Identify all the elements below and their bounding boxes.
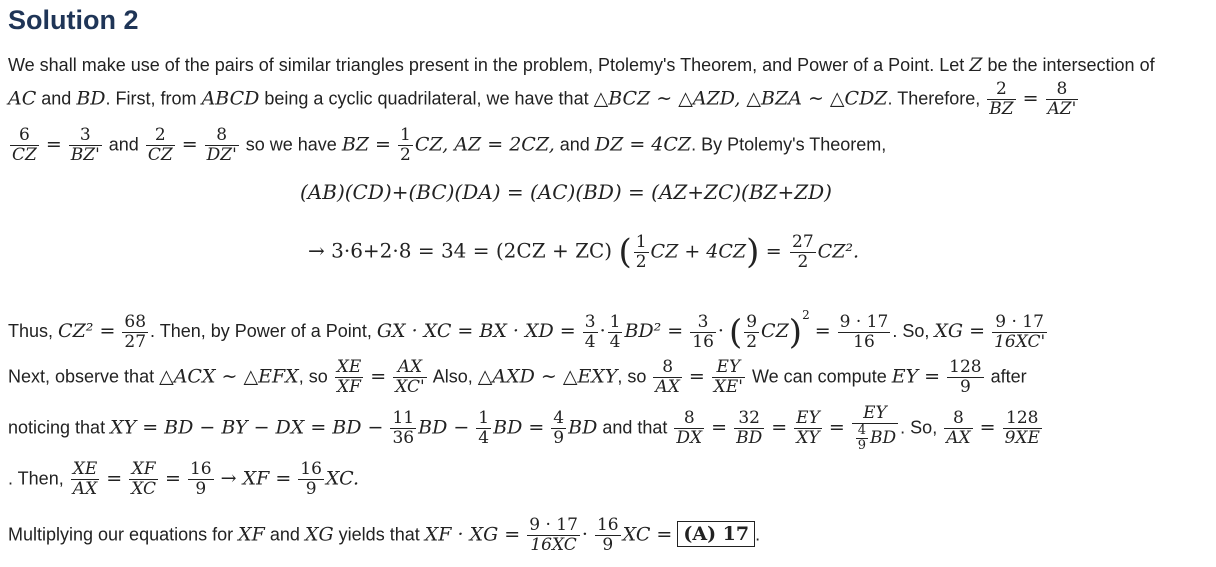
- fraction: $\frac{AX}{XC'}$: [395, 357, 425, 397]
- text: . Then,: [8, 468, 64, 489]
- math: DZ = 4CZ: [594, 133, 692, 156]
- fraction: $\frac{16}{9}$: [596, 515, 619, 555]
- fraction: $\frac{8}{DZ'}$: [206, 125, 237, 165]
- text: , so: [617, 366, 647, 387]
- paragraph-line-1: [8, 54, 1155, 76]
- text: and that: [602, 417, 668, 438]
- text: Next, observe that: [8, 366, 155, 387]
- fraction: $\frac{16}{9}$: [300, 459, 322, 499]
- fraction: $\frac{9 \cdot 17}{16XC'}$: [994, 311, 1046, 352]
- display-equation-2: → 3·6+2·8 = 34 = (2CZ + ZC) ( $\frac{1}{2}$ CZ + 4CZ) = $\frac{27}{2}$ CZ².: [308, 231, 860, 272]
- math: XY = BD − BY − DX = BD −: [110, 416, 384, 439]
- math: XF · XG =: [424, 523, 521, 546]
- text: We can compute: [751, 366, 887, 387]
- fraction: $\frac{11}{36}$: [392, 408, 415, 448]
- text: , so: [298, 366, 328, 387]
- fraction: $\frac{XE}{XF}$: [336, 357, 362, 397]
- fraction: $\frac{128}{9}$: [949, 357, 982, 397]
- math: XF: [238, 523, 265, 546]
- text: . So,: [900, 417, 938, 438]
- paragraph-line-8: Multiplying our equations for XF and XG yields that XF · XG = $\frac{9 \cdot 17}{16XC}$ · $\frac{16}{9}$ XC = (A) 17 .: [8, 515, 761, 555]
- math: XG: [304, 523, 334, 546]
- fraction: $\frac{XE}{AX}$: [72, 459, 98, 499]
- paragraph-line-3: $\frac{6}{CZ}$ = $\frac{3}{BZ'}$ and $\frac{2}{CZ}$ = $\frac{8}{DZ'}$ so we have BZ = $\frac{1}{2}$ CZ, AZ = 2CZ, and DZ = 4CZ. By Ptolemy's Theorem,: [12, 125, 887, 165]
- math-bd: BD: [76, 87, 106, 110]
- fraction: EY $\frac{4}{9}$ BD: [852, 404, 898, 453]
- text: . First, from: [105, 88, 197, 109]
- fraction: $\frac{2}{CZ}$: [147, 125, 173, 165]
- math: EY =: [891, 365, 941, 388]
- fraction: $\frac{6}{CZ}$: [12, 125, 37, 165]
- math: → XF =: [220, 467, 292, 490]
- math: GX · XC = BX · XD =: [376, 320, 576, 342]
- paragraph-line-7: . Then, $\frac{XE}{AX}$ = $\frac{XF}{XC}$ = $\frac{16}{9}$ → XF = $\frac{16}{9}$ XC.: [8, 459, 360, 499]
- fraction: $\frac{EY}{XE'}$: [713, 357, 743, 397]
- paragraph-line-2: [8, 80, 1080, 124]
- fraction: $\frac{3}{BZ'}$: [70, 125, 100, 165]
- paragraph-line-6: noticing that XY = BD − BY − DX = BD − $\frac{11}{36}$ BD − $\frac{1}{4}$ BD = $\frac{4}{9}$ BD and that $\frac{8}{DX}$ = $\frac{32}{BD}$ = $\frac{EY}{XY}$ = EY $\frac{4}{9}$ BD . So, $\frac{8}{AX}$ = $\frac{128}{9XE}$: [8, 403, 1040, 453]
- math-ac: AC: [8, 87, 37, 110]
- text: and: [559, 134, 590, 155]
- text: . Therefore,: [887, 88, 981, 109]
- text: yields that: [338, 524, 420, 545]
- text: Thus,: [8, 321, 54, 341]
- fraction: $\frac{9}{2}$: [746, 311, 758, 352]
- fraction: $\frac{9 \cdot 17}{16}$: [839, 311, 889, 352]
- paragraph-line-4: Thus, CZ² = $\frac{68}{27}$ . Then, by Power of a Point, GX · XC = BX · XD = $\frac{3}{4}$ · $\frac{1}{4}$ BD² = $\frac{3}{16}$ · ( $\frac{9}{2}$ CZ)$^2$ = $\frac{9 \cdot 17}{16}$ . So, XG = $\frac{9 \cdot 17}{16XC'}$: [8, 308, 1046, 353]
- math-z: Z: [969, 54, 983, 76]
- fraction: $\frac{8}{AX}$: [655, 357, 680, 397]
- fraction: $\frac{128}{9XE}$: [1004, 408, 1040, 448]
- text: . By Ptolemy's Theorem,: [691, 134, 887, 155]
- fraction: $\frac{16}{9}$: [189, 459, 212, 499]
- fraction: $\frac{1}{4}$: [478, 408, 490, 448]
- math: △AXD ∼ △EXY: [477, 365, 618, 388]
- solution-heading: Solution 2: [8, 5, 139, 35]
- fraction: $\frac{32}{BD}$: [736, 408, 763, 448]
- text: noticing that: [8, 417, 106, 438]
- math-similarity: △BCZ ∼ △AZD, △BZA ∼ △CDZ: [593, 87, 888, 110]
- math-abcd: ABCD: [201, 87, 260, 110]
- fraction: $\frac{4}{9}$: [553, 408, 565, 448]
- text: so we have: [245, 134, 337, 155]
- text: . Then, by Power of a Point,: [150, 321, 372, 341]
- math: CZ² =: [58, 320, 116, 342]
- fraction: $\frac{3}{16}$: [692, 311, 714, 352]
- text: and: [41, 88, 72, 109]
- math: BZ =: [341, 133, 391, 156]
- text: . So,: [892, 321, 930, 341]
- answer-box: (A) 17: [677, 521, 755, 547]
- fraction: $\frac{1}{2}$: [399, 125, 411, 165]
- text: and: [108, 134, 139, 155]
- display-equation-1: (AB)(CD)+(BC)(DA) = (AC)(BD) = (AZ+ZC)(BZ+ZD): [300, 180, 832, 204]
- fraction: $\frac{2}{BZ}$: [989, 79, 1014, 119]
- text: being a cyclic quadrilateral, we have that: [264, 88, 589, 109]
- text: after: [990, 366, 1027, 387]
- fraction: $\frac{27}{2}$: [792, 231, 814, 272]
- text: and: [269, 524, 300, 545]
- fraction: $\frac{1}{2}$: [635, 231, 647, 272]
- fraction: $\frac{8}{DX}$: [676, 408, 703, 448]
- fraction: $\frac{XF}{XC}$: [131, 459, 157, 499]
- math: △ACX ∼ △EFX: [159, 365, 299, 388]
- fraction: $\frac{8}{AX}$: [946, 408, 971, 448]
- fraction: $\frac{8}{AZ'}$: [1047, 79, 1077, 119]
- fraction: $\frac{9 \cdot 17}{16XC}$: [529, 515, 578, 555]
- equals: =: [1022, 87, 1039, 110]
- text: We shall make use of the pairs of similar triangles present in the problem, Ptolemy's Theorem, and Power of a Point. Let: [8, 55, 965, 75]
- fraction: $\frac{68}{27}$: [124, 311, 147, 352]
- fraction: $\frac{EY}{XY}$: [796, 408, 820, 448]
- text: Multiplying our equations for: [8, 524, 234, 545]
- paragraph-line-5: Next, observe that △ACX ∼ △EFX, so $\frac{XE}{XF}$ = $\frac{AX}{XC'}$ Also, △AXD ∼ △EXY, so $\frac{8}{AX}$ = $\frac{EY}{XE'}$ We can compute EY = $\frac{128}{9}$ after: [8, 357, 1027, 397]
- math: XG =: [934, 320, 986, 342]
- text: Also,: [432, 366, 473, 387]
- text: be the intersection of: [987, 55, 1155, 75]
- fraction: $\frac{3}{4}$: [584, 311, 596, 352]
- math: CZ, AZ = 2CZ,: [414, 133, 555, 156]
- fraction: $\frac{1}{4}$: [609, 311, 621, 352]
